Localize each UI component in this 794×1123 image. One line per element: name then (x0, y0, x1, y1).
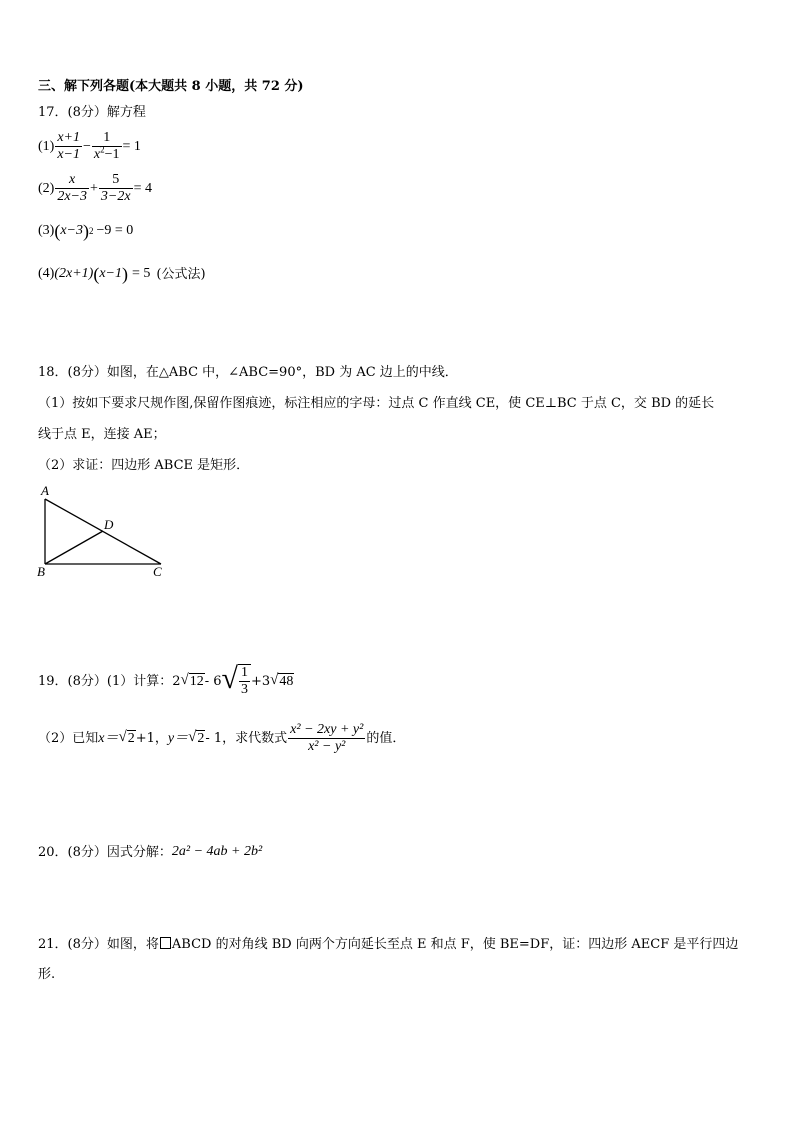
q19-p2-post: 的值． (366, 731, 406, 747)
label-d: D (104, 517, 114, 532)
q19-minus-6: - 6 (204, 673, 222, 689)
q17-part2 (38, 172, 152, 205)
q19-p2-pre: （2）已知 (38, 731, 99, 747)
q17-p2-rhs: = 4 (133, 180, 152, 196)
q17-p2-frac2 (99, 172, 133, 205)
q19-heading: 19．(8分）(1）计算：2 (38, 673, 181, 689)
q17-p1-rhs: = 1 (122, 138, 141, 154)
q19-x-def: x＝ (98, 730, 119, 746)
q18-heading: 18．(8分）如图，在△ABC 中，∠ABC=90°，BD 为 AC 边上的中线． (38, 365, 458, 380)
sqrt-12: √ 12 (180, 671, 204, 689)
q18-part2: （2）求证：四边形 ABCE 是矩形． (38, 458, 250, 473)
q17-p3-rest: −9 = 0 (96, 223, 134, 238)
q17-p4-rest: = 5 (132, 266, 151, 281)
q19-plus-3: +3 (251, 673, 271, 689)
q17-p1-frac2 (92, 130, 122, 163)
q20 (38, 845, 262, 859)
q17-p3-label: (3) (38, 223, 55, 238)
q17-p2-frac2-den: 3−2x (100, 189, 131, 205)
label-a: A (41, 484, 49, 498)
q17-p2-frac1-den: 2x−3 (57, 189, 87, 205)
q17-p1-frac2-num: 1 (92, 130, 122, 147)
q21-line1-b: ABCD 的对角线 BD 向两个方向延长至点 E 和点 F，使 BE=DF，证：四边形 AECF 是平行四边 (171, 937, 739, 952)
q19-p2-frac-den: x² − y² (308, 739, 346, 755)
q17-p2-label: (2) (38, 180, 55, 196)
q19-y-def: y＝ (167, 730, 189, 746)
q20-expression: 2a² − 4ab + 2b² (171, 844, 263, 859)
q17-part1 (38, 130, 141, 163)
q17-p2-op: + (90, 180, 98, 196)
q19-p2-frac-num: x² − 2xy + y² (288, 722, 365, 739)
q17-p2-frac1-num: x (55, 172, 89, 189)
q17-part4: (4) (2x+1) ( x−1 ) = 5 (公式法) (38, 264, 206, 284)
q17-p4-b: x−1 (99, 266, 122, 281)
triangle-figure (36, 484, 170, 580)
sqrt-one-third: √ $\frac{1}{3}$ (222, 664, 251, 698)
q17-p1-frac2-den: $x^2-1$ (93, 144, 120, 163)
q17-p4-label: (4) (38, 266, 55, 281)
q17-p1-frac1-num: x+1 (55, 130, 82, 147)
q19-part2 (38, 722, 405, 755)
q19-p2-fraction (288, 722, 365, 755)
q17-p1-label: (1) (38, 138, 55, 154)
sqrt-2-x: √ 2 (118, 729, 135, 747)
section-title: 三、解下列各题(本大题共 8 小题，共 72 分) (38, 79, 304, 94)
q19-x-def-tail: +1， (135, 731, 168, 747)
q18-part1-line1: （1）按如下要求尺规作图,保留作图痕迹，标注相应的字母：过点 C 作直线 CE，使 CE⊥BC 于点 C，交 BD 的延长 (38, 396, 715, 411)
q21-line2: 形. (38, 967, 56, 982)
q17-p1-frac1-den: x−1 (57, 147, 80, 163)
label-b: B (37, 564, 45, 579)
q17-p4-a: (2x+1) (54, 266, 94, 281)
q17-p3-expr: x−3 (60, 223, 83, 238)
parallelogram-symbol-icon (160, 937, 171, 949)
sqrt-48: √ 48 (270, 671, 294, 689)
label-c: C (153, 564, 162, 579)
q20-heading: 20．(8分）因式分解： (38, 844, 172, 860)
q17-heading: 17．(8分）解方程 (38, 105, 146, 120)
q17-part3: (3) ( x−3 ) 2 −9 = 0 (38, 221, 134, 241)
q17-p4-note: (公式法) (156, 266, 206, 282)
q21-line1-a: 21．(8分）如图，将 (38, 937, 159, 952)
q19-part1 (38, 664, 294, 698)
q17-p2-frac1 (55, 172, 89, 205)
q18-part1-line2: 线于点 E，连接 AE； (38, 427, 166, 442)
q17-p2-frac2-num: 5 (99, 172, 133, 189)
q17-p1-op: − (83, 138, 91, 154)
q17-p1-frac1 (55, 130, 82, 163)
q21-line1 (38, 937, 738, 951)
q19-y-def-tail: - 1，求代数式 (205, 731, 288, 747)
sqrt-2-y: √ 2 (188, 729, 205, 747)
median-bd (45, 531, 103, 564)
